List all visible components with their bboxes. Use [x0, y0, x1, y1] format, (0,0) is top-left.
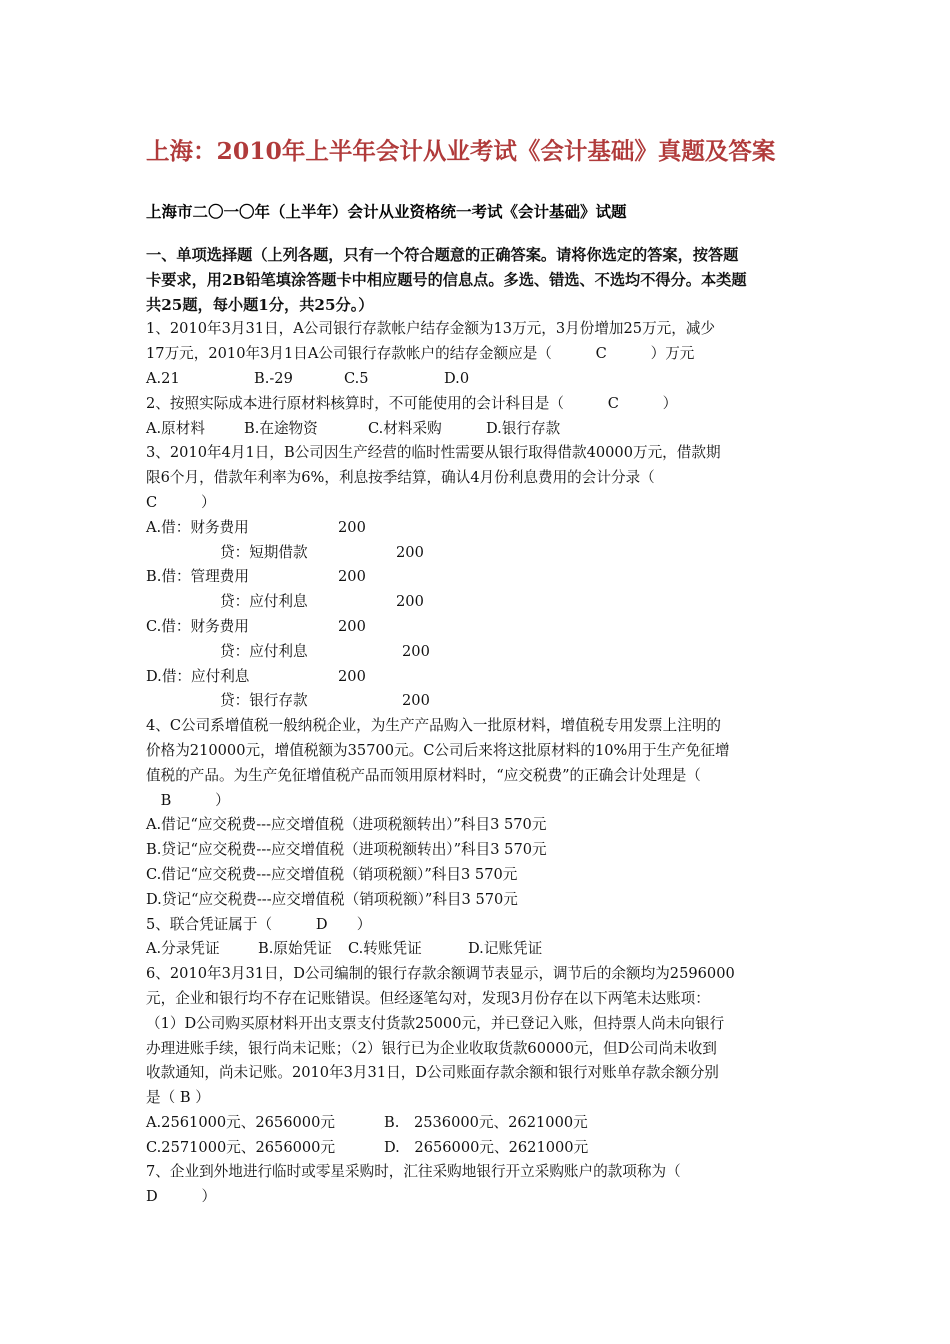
option-c: C.材料采购 — [368, 419, 442, 437]
question-text: 6、2010年3月31日，D公司编制的银行存款余额调节表显示，调节后的余额均为2596000 — [146, 965, 735, 983]
option-c: C.5 — [344, 369, 369, 387]
debit-amount: 200 — [338, 518, 366, 536]
credit-account: 贷：应付利息 — [220, 642, 308, 660]
question-7 — [146, 1160, 816, 1210]
option-a: A.21 — [146, 369, 180, 387]
option-d: D. 2656000元、2621000元 — [384, 1138, 589, 1156]
journal-credit-line — [146, 689, 816, 714]
section-heading-line: 一、单项选择题（上列各题，只有一个符合题意的正确答案。请将你选定的答案，按答题 — [146, 246, 739, 264]
question-3 — [146, 441, 816, 714]
debit-account: D.借：应付利息 — [146, 667, 250, 685]
question-text: 是（ B ） — [146, 1089, 210, 1107]
credit-account: 贷：短期借款 — [220, 543, 308, 561]
option-a: A.分录凭证 — [146, 940, 220, 958]
options-row — [146, 1136, 816, 1161]
journal-debit-line — [146, 615, 816, 640]
option-c: C.借记“应交税费---应交增值税（销项税额）”科目3 570元 — [146, 865, 518, 883]
question-2 — [146, 392, 816, 442]
option-a: A.借记“应交税费---应交增值税（进项税额转出）”科目3 570元 — [146, 816, 547, 834]
question-text: D ） — [146, 1188, 217, 1206]
question-text: 1、2010年3月31日，A公司银行存款帐户结存金额为13万元，3月份增加25万元，减少 — [146, 320, 716, 338]
credit-account: 贷：银行存款 — [220, 692, 308, 710]
debit-account: B.借：管理费用 — [146, 568, 249, 586]
question-text: C ） — [146, 493, 216, 511]
credit-amount: 200 — [396, 543, 424, 561]
question-text: 元，企业和银行均不存在记账错误。但经逐笔勾对，发现3月份存在以下两笔未达账项： — [146, 989, 710, 1007]
question-text: 5、联合凭证属于（ D ） — [146, 915, 372, 933]
section-heading-line: 卡要求，用2B铅笔填涂答题卡中相应题号的信息点。多选、错选、不选均不得分。本类题 — [146, 270, 747, 289]
journal-debit-line — [146, 516, 816, 541]
option-d: D.0 — [444, 369, 470, 387]
question-text: 收款通知，尚未记账。2010年3月31日，D公司账面存款余额和银行对账单存款余额分别 — [146, 1064, 719, 1082]
option-b: B.原始凭证 — [258, 940, 332, 958]
question-text: 4、C公司系增值税一般纳税企业，为生产产品购入一批原材料，增值税专用发票上注明的 — [146, 717, 722, 735]
option-c: C.2571000元、2656000元 — [146, 1138, 336, 1156]
credit-amount: 200 — [402, 692, 430, 710]
option-a: A.2561000元、2656000元 — [146, 1113, 335, 1131]
debit-account: C.借：财务费用 — [146, 617, 249, 635]
question-text: 办理进账手续，银行尚未记账；（2）银行已为企业收取货款60000元，但D公司尚未收到 — [146, 1039, 717, 1057]
journal-debit-line — [146, 565, 816, 590]
question-5 — [146, 913, 816, 963]
journal-credit-line — [146, 541, 816, 566]
section-heading — [146, 243, 816, 317]
option-d: D.记账凭证 — [468, 940, 543, 958]
option-d: D.贷记“应交税费---应交增值税（销项税额）”科目3 570元 — [146, 890, 518, 908]
document-body — [146, 243, 816, 1210]
question-text: 2、按照实际成本进行原材料核算时，不可能使用的会计科目是（ C ） — [146, 394, 678, 412]
question-1 — [146, 317, 816, 391]
option-c: C.转账凭证 — [348, 940, 422, 958]
options-row — [146, 937, 816, 962]
document-title: 上海：2010年上半年会计从业考试《会计基础》真题及答案 — [146, 137, 776, 165]
option-b: B. 2536000元、2621000元 — [384, 1113, 588, 1131]
question-4 — [146, 714, 816, 912]
question-text: 17万元，2010年3月1日A公司银行存款帐户的结存金额应是（ C ）万元 — [146, 345, 695, 363]
options-row — [146, 367, 816, 392]
question-text: 7、企业到外地进行临时或零星采购时，汇往采购地银行开立采购账户的款项称为（ — [146, 1163, 681, 1181]
option-a: A.原材料 — [146, 419, 205, 437]
option-b: B.在途物资 — [244, 419, 318, 437]
options-row — [146, 1111, 816, 1136]
question-text: 3、2010年4月1日，B公司因生产经营的临时性需要从银行取得借款40000万元，借款期 — [146, 444, 721, 462]
options-row — [146, 417, 816, 442]
question-text: B ） — [146, 791, 230, 809]
journal-credit-line — [146, 640, 816, 665]
exam-subtitle: 上海市二〇一〇年（上半年）会计从业资格统一考试《会计基础》试题 — [146, 202, 627, 221]
option-b: B.-29 — [254, 369, 293, 387]
credit-account: 贷：应付利息 — [220, 593, 308, 611]
debit-amount: 200 — [338, 568, 366, 586]
section-heading-line: 共25题，每小题1分，共25分。） — [146, 295, 374, 314]
option-d: D.银行存款 — [486, 419, 561, 437]
question-6 — [146, 962, 816, 1160]
question-text: （1）D公司购买原材料开出支票支付货款25000元，并已登记入账，但持票人尚未向银行 — [146, 1014, 725, 1032]
credit-amount: 200 — [396, 593, 424, 611]
debit-account: A.借：财务费用 — [146, 518, 249, 536]
journal-credit-line — [146, 590, 816, 615]
question-text: 价格为210000元，增值税额为35700元。C公司后来将这批原材料的10%用于生产免征增 — [146, 741, 730, 759]
question-text: 限6个月，借款年利率为6%，利息按季结算，确认4月份利息费用的会计分录（ — [146, 469, 655, 487]
debit-amount: 200 — [338, 667, 366, 685]
option-b: B.贷记“应交税费---应交增值税（进项税额转出）”科目3 570元 — [146, 841, 547, 859]
debit-amount: 200 — [338, 617, 366, 635]
journal-debit-line — [146, 665, 816, 690]
question-text: 值税的产品。为生产免征增值税产品而领用原材料时，“应交税费”的正确会计处理是（ — [146, 766, 701, 784]
credit-amount: 200 — [402, 642, 430, 660]
